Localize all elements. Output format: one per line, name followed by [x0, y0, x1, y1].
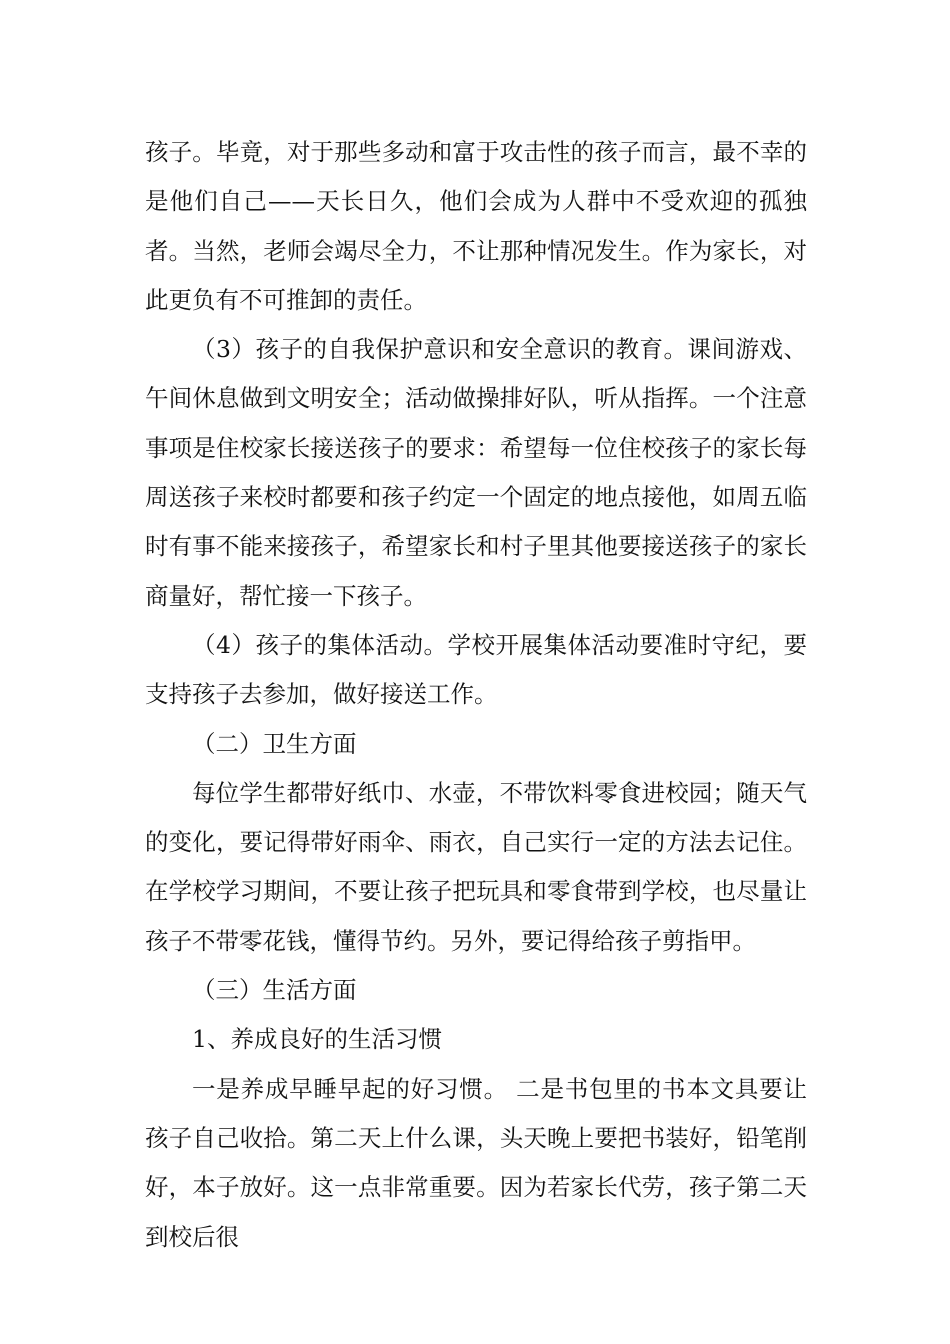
subheading-good-habits: 1、养成良好的生活习惯	[192, 1025, 442, 1054]
paragraph-continuation: 孩子。毕竟，对于那些多动和富于攻击性的孩子而言，最不幸的是他们自己——天长日久，他们会成为人群中不受欢迎的孤独者。当然，老师会竭尽全力，不让那种情况发生。作为家长，对此更负有不可推卸的责任。	[145, 138, 807, 314]
paragraph-hygiene: 每位学生都带好纸巾、水壶，不带饮料零食进校园；随天气的变化，要记得带好雨伞、雨衣，自己实行一定的方法去记住。在学校学习期间，不要让孩子把玩具和零食带到学校，也尽量让孩子不带零花钱，懂得节约。另外，要记得给孩子剪指甲。	[145, 778, 807, 955]
section-heading-daily-life: （三）生活方面	[192, 976, 357, 1005]
section-heading-hygiene: （二）卫生方面	[192, 729, 357, 758]
paragraph-habits: 一是养成早睡早起的好习惯。 二是书包里的书本文具要让孩子自己收拾。第二天上什么课，头天晚上要把书装好，铅笔削好，本子放好。这一点非常重要。因为若家长代劳，孩子第二天到校后很	[145, 1074, 807, 1251]
paragraph-group-activities: （4）孩子的集体活动。学校开展集体活动要准时守纪，要支持孩子去参加，做好接送工作。	[145, 630, 807, 709]
document-body	[145, 128, 807, 1262]
paragraph-safety-education: （3）孩子的自我保护意识和安全意识的教育。课间游戏、午间休息做到文明安全；活动做操排好队，听从指挥。一个注意事项是住校家长接送孩子的要求：希望每一位住校孩子的家长每周送孩子来校时都要和孩子约定一个固定的地点接他，如周五临时有事不能来接孩子，希望家长和村子里其他要接送孩子的家长商量好，帮忙接一下孩子。	[145, 335, 807, 610]
